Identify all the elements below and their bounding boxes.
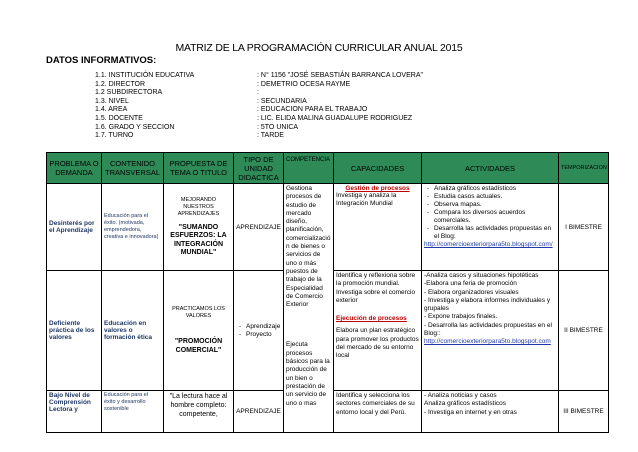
cell-temporizacion: III BIMESTRE: [559, 391, 609, 433]
blog-link[interactable]: http://comercioexteriorpara5to.blogspot.com/: [424, 241, 553, 248]
section-title: DATOS INFORMATIVOS:: [46, 55, 157, 66]
cell-problema: Deficiente práctica de los valores: [47, 271, 102, 391]
info-row: 1.2. DIRECTOR : DEMETRIO OCESA RAYME: [95, 80, 351, 88]
list-item: - Desarrolla las actividades propuestas en el Blog:: [434, 225, 556, 241]
cell-propuesta: PRACTICAMOS LOS VALORES "PROMOCIÓN COMERCIAL": [164, 271, 234, 391]
info-row: 1.5. DOCENTE : LIC. ELIDA MALINA GUADALUPE RODRIGUEZ: [95, 114, 413, 122]
cell-tipo: APRENDIZAJE: [234, 391, 284, 433]
list-item: - Observa mapas.: [434, 201, 556, 209]
info-row: 1.2 SUBDIRECTORA :: [95, 89, 259, 97]
list-item: - Proyecto: [246, 331, 281, 339]
header-contenido: CONTENIDO TRANSVERSAL: [102, 153, 164, 184]
header-capacidades: CAPACIDADES: [334, 153, 422, 184]
cell-temporizacion: I BIMESTRE: [559, 184, 609, 271]
list-item: - Compara los diversos acuerdos comerciales.: [434, 209, 556, 225]
list-item: - Analiza gráficos estadísticos: [434, 185, 556, 193]
table-header: [47, 153, 609, 184]
info-block: [95, 72, 517, 141]
cell-tipo: [234, 271, 284, 391]
info-row: 1.7. TURNO : TARDE: [95, 132, 284, 140]
list-item: - Investiga y elabora informes individuales y grupales: [424, 296, 551, 313]
list-item: -Elabora una feria de promoción: [424, 280, 517, 288]
info-row: 1.1. INSTITUCIÓN EDUCATIVA : N° 1156 "JOSÉ SEBASTIÁN BARRANCA LOVERA": [95, 72, 423, 79]
cell-contenido: Educación para el éxito. (motivada, emprendedora, creativa e innovadora): [102, 184, 164, 271]
cell-contenido: Educación en valores o formación ética: [102, 271, 164, 391]
cell-capacidades: Gestión de procesos Investiga y analiza la Integración Mundial: [334, 184, 422, 271]
header-actividades: ACTIVIDADES: [422, 153, 559, 184]
list-item: - Elabora organizadores visuales: [424, 288, 519, 296]
info-row: 1.4. AREA : EDUCACION PARA EL TRABAJO: [95, 106, 368, 114]
header-temporizacion: TEMPORIZACION: [559, 153, 609, 184]
cell-propuesta: "La lectura hace al hombre completo: competente,: [164, 391, 234, 433]
cell-capacidades: Identifica y selecciona los sectores comerciales de su entorno local y del Perú.: [334, 391, 422, 433]
cell-capacidades: Identifica y reflexiona sobre la promoción mundial. Investiga sobre el comercio exterior Ejecución de procesos Elabora un plan estratégico para promover los productos del mercado de su entorno local: [334, 271, 422, 391]
list-item: Analiza gráficos estadísticos: [424, 400, 507, 408]
table-row: [47, 184, 609, 271]
cell-competencia: Gestiona procesos de estudio de mercado diseño, planificación, comercializació n de bienes o servicios de uno o más puestos de trabajo de la Especialidad de Comercio Exterior Ejecuta procesos básicos para la producción de un bien o prestación de un servicio de uno o mas: [284, 184, 334, 433]
header-competencia: COMPETENCIA: [284, 153, 334, 184]
cell-temporizacion: II BIMESTRE: [559, 271, 609, 391]
cell-contenido: Educación para el éxito y desarrollo sostenible: [102, 391, 164, 433]
cell-problema: Bajo Nivel de Comprensión Lectora y: [47, 391, 102, 433]
list-item: -Analiza casos y situaciones hipotéticas: [424, 272, 539, 279]
list-item: - Analiza noticias y casos: [424, 392, 497, 399]
cell-propuesta: MEJORANDO NUESTROS APRENDIZAJES "SUMANDO ESFUERZOS: LA INTEGRACIÓN MUNDIAL": [164, 184, 234, 271]
info-row: 1.3. NIVEL : SECUNDARIA: [95, 97, 307, 105]
header-problema: PROBLEMA O DEMANDA: [47, 153, 102, 184]
list-item: - Investiga en internet y en otras: [424, 408, 517, 416]
cell-actividades: [422, 184, 559, 271]
curriculum-table: [46, 152, 609, 433]
list-item: - Desarrolla las actividades propuestas en el Blog::: [424, 321, 552, 338]
blog-link[interactable]: http://comercioexteriorpara5to.blogspot.com: [424, 338, 551, 346]
list-item: - Expone trabajos finales.: [424, 313, 498, 321]
cell-tipo: APRENDIZAJE: [234, 184, 284, 271]
header-propuesta: PROPUESTA DE TEMA O TITULO: [164, 153, 234, 184]
list-item: - Aprendizaje: [246, 323, 281, 331]
list-item: - Estudia casos actuales.: [434, 193, 556, 201]
header-tipo: TIPO DE UNIDAD DIDACTICA: [234, 153, 284, 184]
cell-actividades: [422, 391, 559, 433]
info-row: 1.6. GRADO Y SECCION : 5TO UNICA: [95, 123, 299, 131]
page-title: MATRIZ DE LA PROGRAMACIÓN CURRICULAR ANUAL 2015: [175, 42, 463, 54]
cell-actividades: [422, 271, 559, 391]
cell-problema: Desinterés por el Aprendizaje: [47, 184, 102, 271]
